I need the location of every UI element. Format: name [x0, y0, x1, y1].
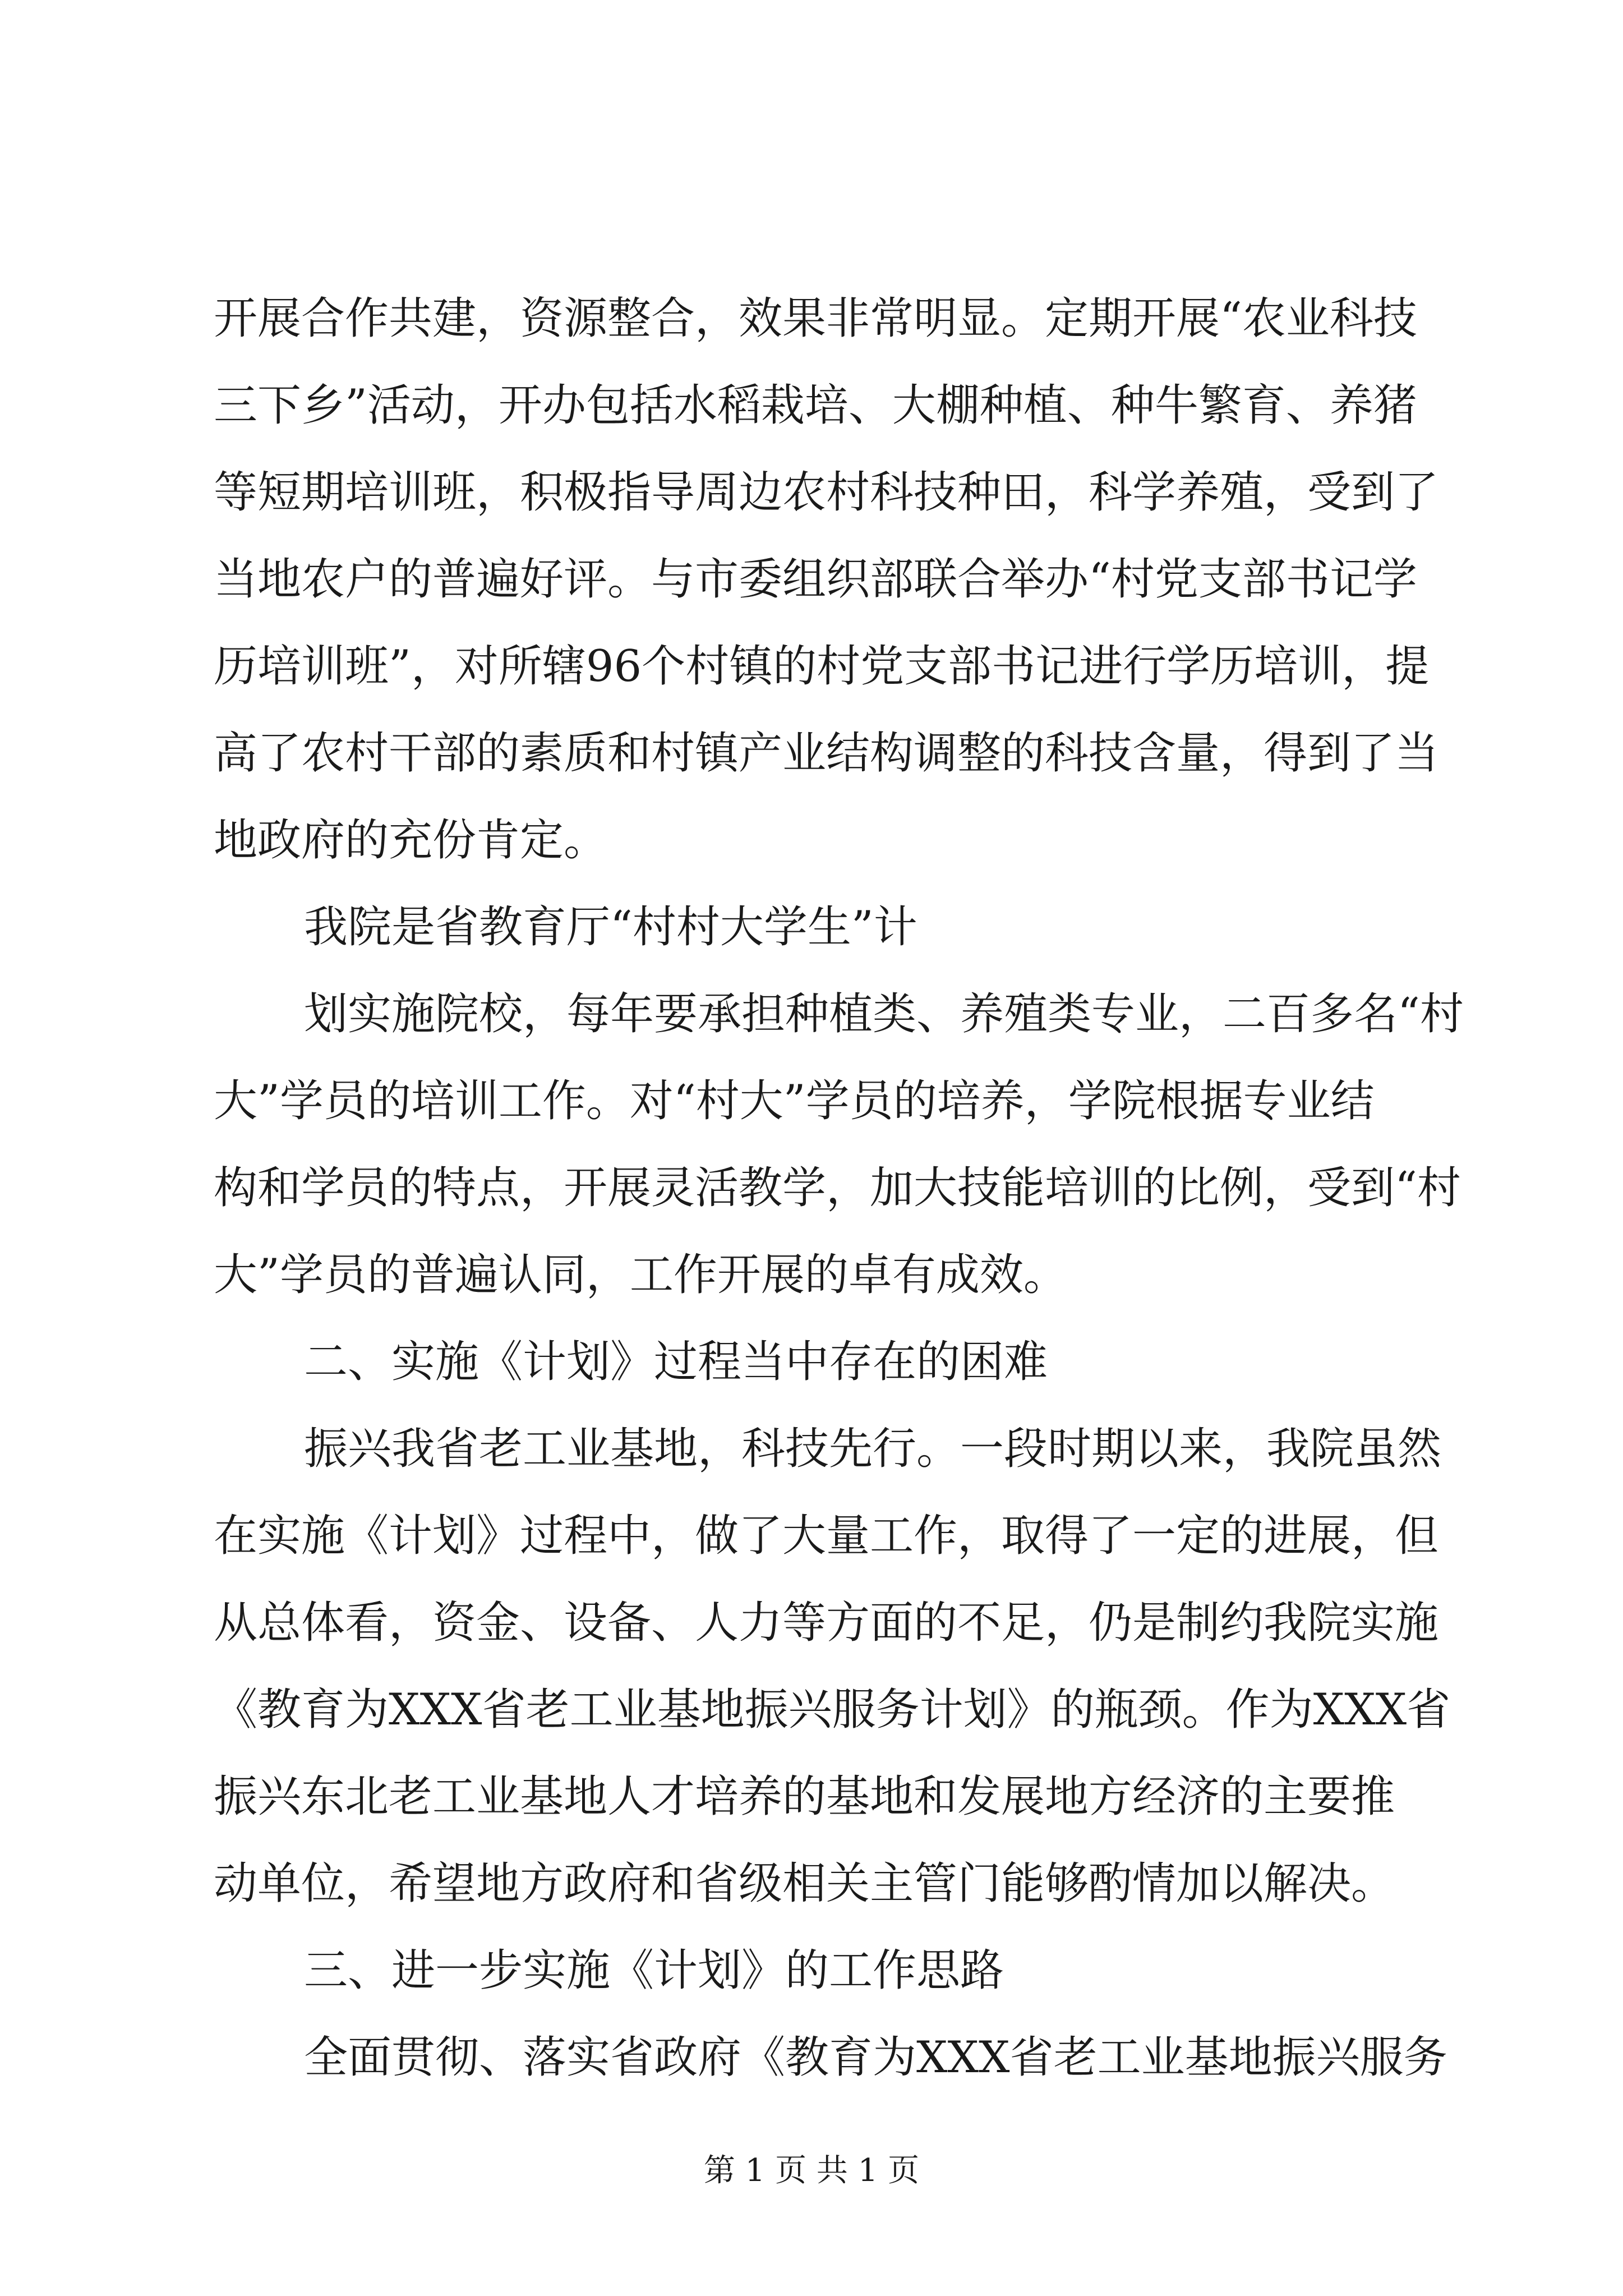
text-line: 划实施院校，每年要承担种植类、养殖类专业，二百多名“村: [304, 989, 1464, 1039]
text-line: 构和学员的特点，开展灵活教学，加大技能培训的比例，受到“村: [214, 1163, 1461, 1213]
text-line: 等短期培训班，积极指导周边农村科技种田，科学养殖，受到了: [214, 467, 1439, 518]
text-line: 从总体看，资金、设备、人力等方面的不足，仍是制约我院实施: [214, 1598, 1439, 1648]
text-line: 三下乡”活动，开办包括水稻栽培、大棚种植、种牛繁育、养猪: [214, 380, 1417, 431]
text-line: 《教育为XXX省老工业基地振兴服务计划》的瓶颈。作为XXX省: [214, 1685, 1451, 1735]
text-line: 动单位，希望地方政府和省级相关主管门能够酌情加以解决。: [214, 1858, 1395, 1909]
section-heading: 三、进一步实施《计划》的工作思路: [304, 1945, 1004, 1996]
text-line: 高了农村干部的素质和村镇产业结构调整的科技含量，得到了当: [214, 728, 1439, 779]
text-line: 开展合作共建，资源整合，效果非常明显。定期开展“农业科技: [214, 293, 1417, 344]
text-line: 振兴我省老工业基地，科技先行。一段时期以来，我院虽然: [304, 1424, 1442, 1474]
text-line: 我院是省教育厅“村村大学生”计: [304, 902, 917, 953]
text-line: 大”学员的普遍认同，工作开展的卓有成效。: [214, 1250, 1067, 1300]
text-line: 大”学员的培训工作。对“村大”学员的培养，学院根据专业结: [214, 1076, 1375, 1126]
text-line: 振兴东北老工业基地人才培养的基地和发展地方经济的主要推: [214, 1772, 1395, 1822]
text-line: 地政府的充份肯定。: [214, 815, 608, 866]
section-heading: 二、实施《计划》过程当中存在的困难: [304, 1337, 1048, 1387]
text-line: 当地农户的普遍好评。与市委组织部联合举办“村党支部书记学: [214, 554, 1417, 605]
text-line: 在实施《计划》过程中，做了大量工作，取得了一定的进展，但: [214, 1511, 1439, 1561]
page-footer: 第 1 页 共 1 页: [703, 2152, 920, 2189]
text-line: 历培训班”，对所辖96个村镇的村党支部书记进行学历培训，提: [214, 641, 1430, 692]
text-line: 全面贯彻、落实省政府《教育为XXX省老工业基地振兴服务: [304, 2032, 1447, 2083]
